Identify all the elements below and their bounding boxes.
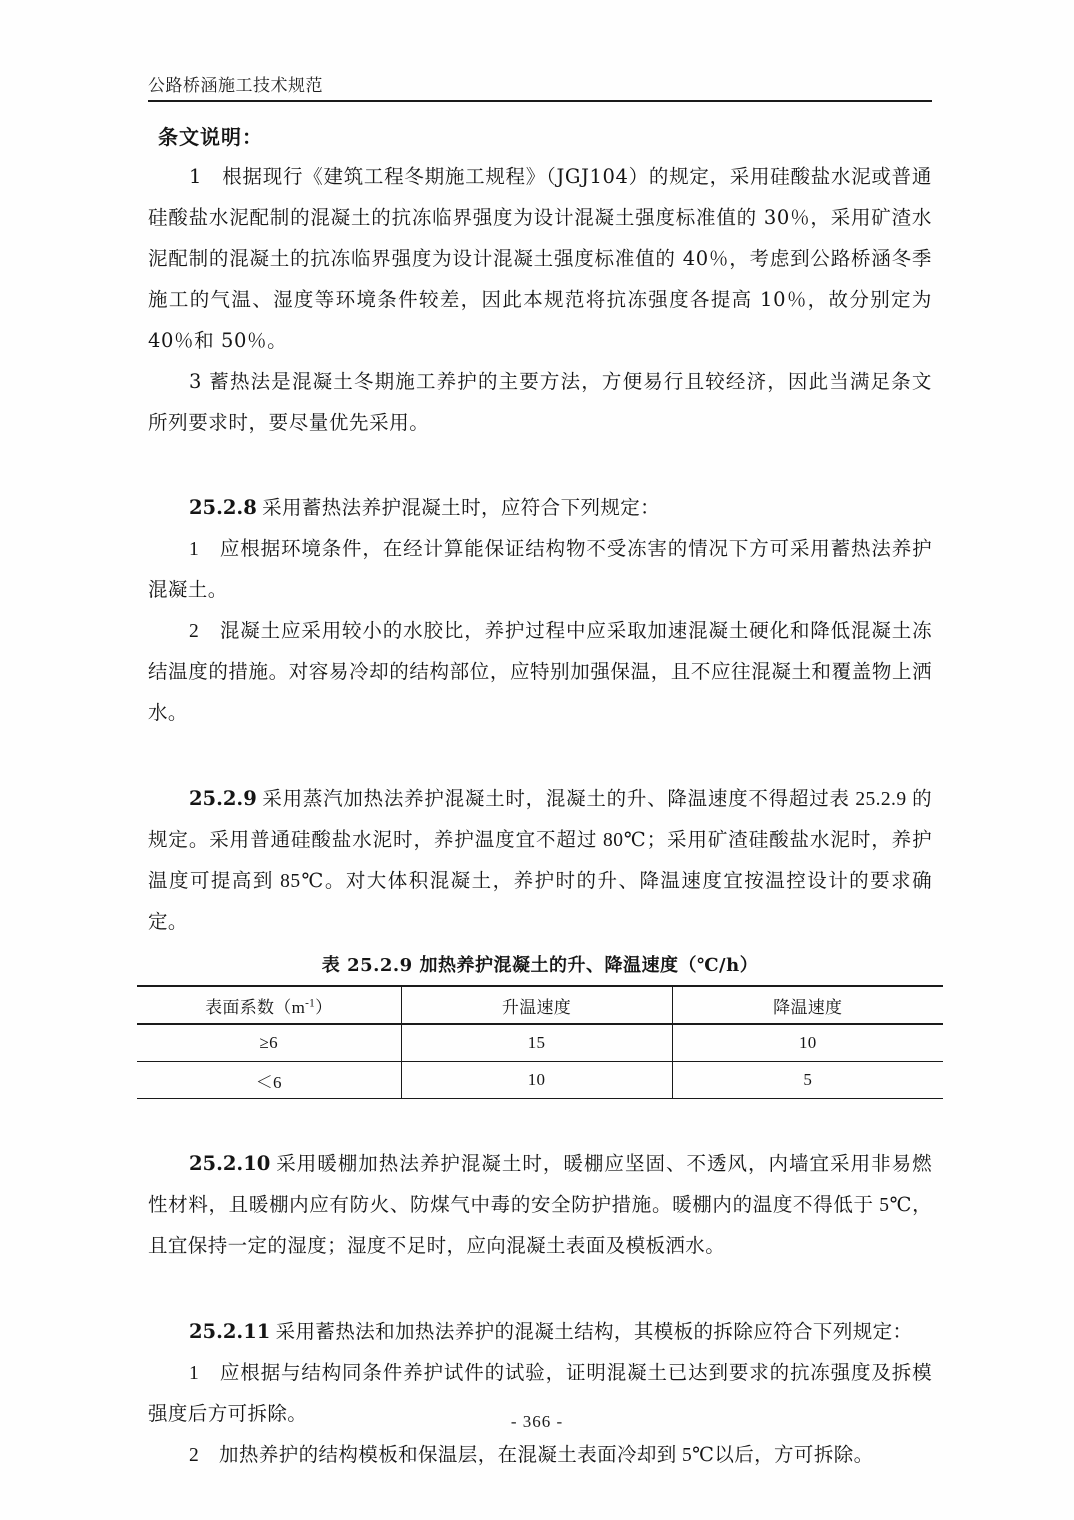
explanation-item-3: 3 蓄热法是混凝土冬期施工养护的主要方法，方便易行且较经济，因此当满足条文所列要求时，要尽量优先采用。 <box>148 370 932 434</box>
spacer <box>148 1099 932 1143</box>
running-header <box>148 74 932 102</box>
heating-cooling-rate-table <box>137 985 943 1099</box>
running-header-title: 公路桥涵施工技术规范 <box>148 76 323 95</box>
table-row <box>137 1062 943 1099</box>
cell-heating-rate: 10 <box>401 1062 672 1099</box>
header-rule <box>148 100 932 102</box>
clause-25-2-11 <box>148 1311 932 1476</box>
table-caption-number: 表 25.2.9 <box>321 955 413 976</box>
spacer <box>148 1267 932 1311</box>
clause-25-2-8-item-1: 1 应根据环境条件，在经计算能保证结构物不受冻害的情况下方可采用蓄热法养护混凝土。 <box>148 539 932 601</box>
clause-25-2-11-lead: 采用蓄热法和加热法养护的混凝土结构，其模板的拆除应符合下列规定： <box>270 1322 913 1343</box>
table-caption <box>148 951 932 981</box>
cell-cooling-rate: 5 <box>672 1062 943 1099</box>
spacer <box>148 734 932 778</box>
clause-25-2-9-number: 25.2.9 <box>188 787 257 810</box>
cell-surface-coefficient: ≥6 <box>137 1024 401 1062</box>
clause-25-2-8-number: 25.2.8 <box>188 496 257 519</box>
cell-surface-coefficient: ＜6 <box>137 1062 401 1099</box>
page-footer <box>0 1412 1074 1432</box>
clause-25-2-10-lead: 采用暖棚加热法养护混凝土时，暖棚应坚固、不透风，内墙宜采用非易燃性材料，且暖棚内应有防火、防煤气中毒的安全防护措施。暖棚内的温度不得低于 5℃，且宜保持一定的湿度；湿度不足时，应向混凝土表面及模板洒水。 <box>148 1154 932 1257</box>
column-header-heating-rate: 升温速度 <box>401 986 672 1024</box>
clause-25-2-11-lead-line <box>148 1311 932 1353</box>
clause-25-2-8-item-2: 2 混凝土应采用较小的水胶比，养护过程中应采取加速混凝土硬化和降低混凝土冻结温度的措施。对容易冷却的结构部位，应特别加强保温，且不应往混凝土和覆盖物上洒水。 <box>148 621 932 724</box>
clause-25-2-9-lead-line <box>148 778 932 943</box>
table-row <box>137 1024 943 1062</box>
clause-25-2-9-lead: 采用蒸汽加热法养护混凝土时，混凝土的升、降温速度不得超过表 25.2.9 的规定。采用普通硅酸盐水泥时，养护温度宜不超过 80℃；采用矿渣硅酸盐水泥时，养护温度可提高到 85℃。对大体积混凝土，养护时的升、降温速度宜按温控设计的要求确定。 <box>148 789 932 933</box>
spacer <box>148 443 932 487</box>
table-caption-text: 加热养护混凝土的升、降温速度（℃/h） <box>412 955 759 976</box>
column-header-text: 表面系数（m <box>205 997 306 1017</box>
page-body <box>148 120 932 1476</box>
clause-25-2-8-lead-line <box>148 487 932 529</box>
clause-25-2-8 <box>148 487 932 734</box>
clause-25-2-10-lead-line <box>148 1143 932 1267</box>
explanation-heading: 条文说明： <box>158 125 263 149</box>
table-header-row <box>137 986 943 1024</box>
column-header-superscript: -1 <box>305 996 316 1009</box>
explanation-block <box>148 156 932 443</box>
clause-25-2-11-item-1: 1 应根据与结构同条件养护试件的试验，证明混凝土已达到要求的抗冻强度及拆模强度后方可拆除。 <box>148 1363 932 1425</box>
cell-cooling-rate: 10 <box>672 1024 943 1062</box>
clause-25-2-11-item-2: 2 加热养护的结构模板和保温层，在混凝土表面冷却到 5℃以后，方可拆除。 <box>188 1445 874 1466</box>
clause-25-2-8-lead: 采用蓄热法养护混凝土时，应符合下列规定： <box>256 498 661 519</box>
cell-heating-rate: 15 <box>401 1024 672 1062</box>
column-header-cooling-rate: 降温速度 <box>672 986 943 1024</box>
clause-25-2-10 <box>148 1143 932 1267</box>
explanation-item-1: 1 根据现行《建筑工程冬期施工规程》（JGJ104）的规定，采用硅酸盐水泥或普通硅酸盐水泥配制的混凝土的抗冻临界强度为设计混凝土强度标准值的 30％，采用矿渣水泥配制的混凝土的抗冻临界强度为设计混凝土强度标准值的 40％，考虑到公路桥涵冬季施工的气温、湿度等环境条件较差，因此本规范将抗冻强度各提高 10％，故分别定为 40％和 50％。 <box>148 165 932 352</box>
column-header-surface-coefficient <box>137 986 401 1024</box>
clause-25-2-11-number: 25.2.11 <box>188 1320 271 1343</box>
clause-25-2-9 <box>148 778 932 943</box>
clause-25-2-10-number: 25.2.10 <box>188 1152 271 1175</box>
column-header-tail: ） <box>315 997 333 1017</box>
page-number: - 366 - <box>510 1412 564 1431</box>
